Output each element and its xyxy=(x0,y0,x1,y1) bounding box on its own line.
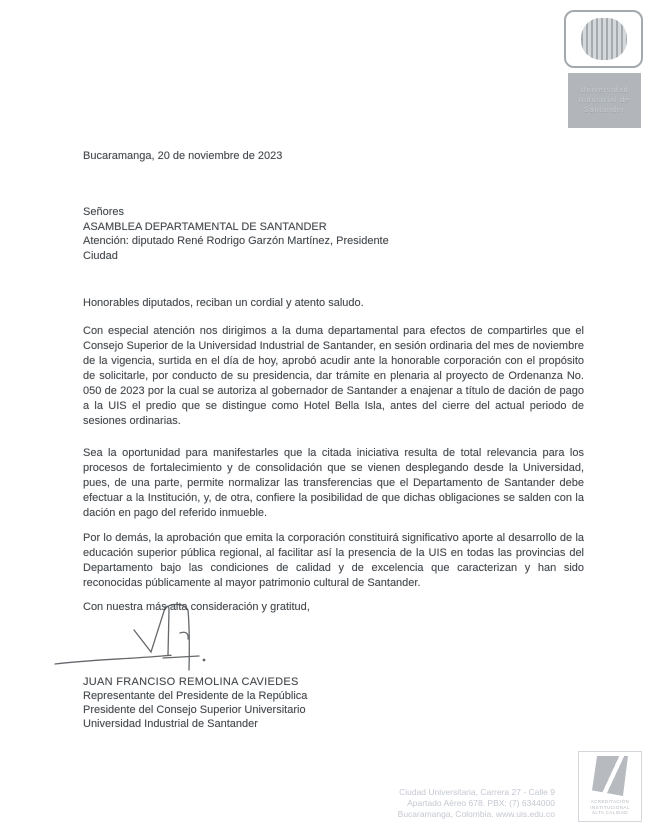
closing-line: Con nuestra más alta consideración y gratitud, xyxy=(83,601,310,613)
recipient-salutation: Señores xyxy=(83,206,124,218)
footer-address-line: Bucaramanga, Colombia. www.uis.edu.co xyxy=(397,809,555,819)
signer-name: JUAN FRANCISO REMOLINA CAVIEDES xyxy=(83,676,299,688)
handwritten-signature xyxy=(52,603,222,675)
body-paragraph: Sea la oportunidad para manifestarles que la citada iniciativa resulta de total relevancia para los procesos de fortalecimiento y de consolidación que se vienen desplegando desde la Universidad, pues, de una parte, permite normalizar las transferencias que el Departamento de Santander debe efectuar a la Institución, y, de otra, confiere la posibilidad de que dichas obligaciones se salden con la dación en pago del referido inmueble. xyxy=(83,447,584,519)
accreditation-text-line: ALTA CALIDAD xyxy=(592,810,628,815)
signer-institution: Universidad Industrial de Santander xyxy=(83,718,258,730)
body-paragraph: Con especial atención nos dirigimos a la duma departamental para efectos de compartirles que el Consejo Superior de la Universidad Industrial de Santander, en sesión ordinaria del mes de noviembre de la vigencia, surtida en el día de hoy, aprobó acudir ante la honorable corporación con el propósito de solicitarle, por conducto de su presidencia, dar trámite en plenaria al proyecto de Ordenanza No. 050 de 2023 por la cual se autoriza al gobernador de Santander a enajenar a título de dación de pago a la UIS el predio que se distingue como Hotel Bella Isla, antes del cierre del actual periodo de sesiones ordinarias. xyxy=(83,325,584,427)
greeting-line: Honorables diputados, reciban un cordial y atento saludo. xyxy=(83,297,364,309)
footer-address-line: Ciudad Universitaria, Carrera 27 - Calle 9 xyxy=(399,787,555,797)
uis-logo-box xyxy=(564,10,643,68)
footer-address-line: Apartado Aéreo 678. PBX: (7) 6344000 xyxy=(407,798,555,808)
signer-block xyxy=(83,675,307,731)
footer-address xyxy=(398,787,555,820)
recipient-attention-line: Atención: diputado René Rodrigo Garzón Martínez, Presidente xyxy=(83,235,389,247)
signer-role-1: Representante del Presidente de la República xyxy=(83,690,308,702)
signer-role-2: Presidente del Consejo Superior Universitario xyxy=(83,704,306,716)
recipient-block xyxy=(83,205,389,263)
uis-monogram-logo-icon xyxy=(581,18,627,60)
body-paragraph: Por lo demás, la aprobación que emita la corporación constituirá significativo aporte al desarrollo de la educación superior pública regional, al facilitar así la presencia de la UIS en todas las provincias del Departamento bajo las condiciones de calidad y de excelencia que caracterizan y han sido reconocidas públicamente al mayor patrimonio cultural de Santander. xyxy=(83,532,584,589)
accreditation-text-line: ACREDITACIÓN xyxy=(590,799,630,804)
institution-name-box xyxy=(568,73,641,128)
institution-name-line: Industrial de xyxy=(578,97,631,104)
accreditation-stamp xyxy=(578,751,642,822)
recipient-city: Ciudad xyxy=(83,249,118,262)
accreditation-flag-icon xyxy=(592,756,628,796)
institution-name-line: Universidad xyxy=(580,87,629,94)
accreditation-text-line: INSTITUCIONAL xyxy=(590,804,630,810)
accreditation-text xyxy=(590,799,629,816)
institution-name-line: Santander xyxy=(583,107,626,114)
recipient-organization: ASAMBLEA DEPARTAMENTAL DE SANTANDER xyxy=(83,220,327,233)
date-line: Bucaramanga, 20 de noviembre de 2023 xyxy=(83,150,283,162)
